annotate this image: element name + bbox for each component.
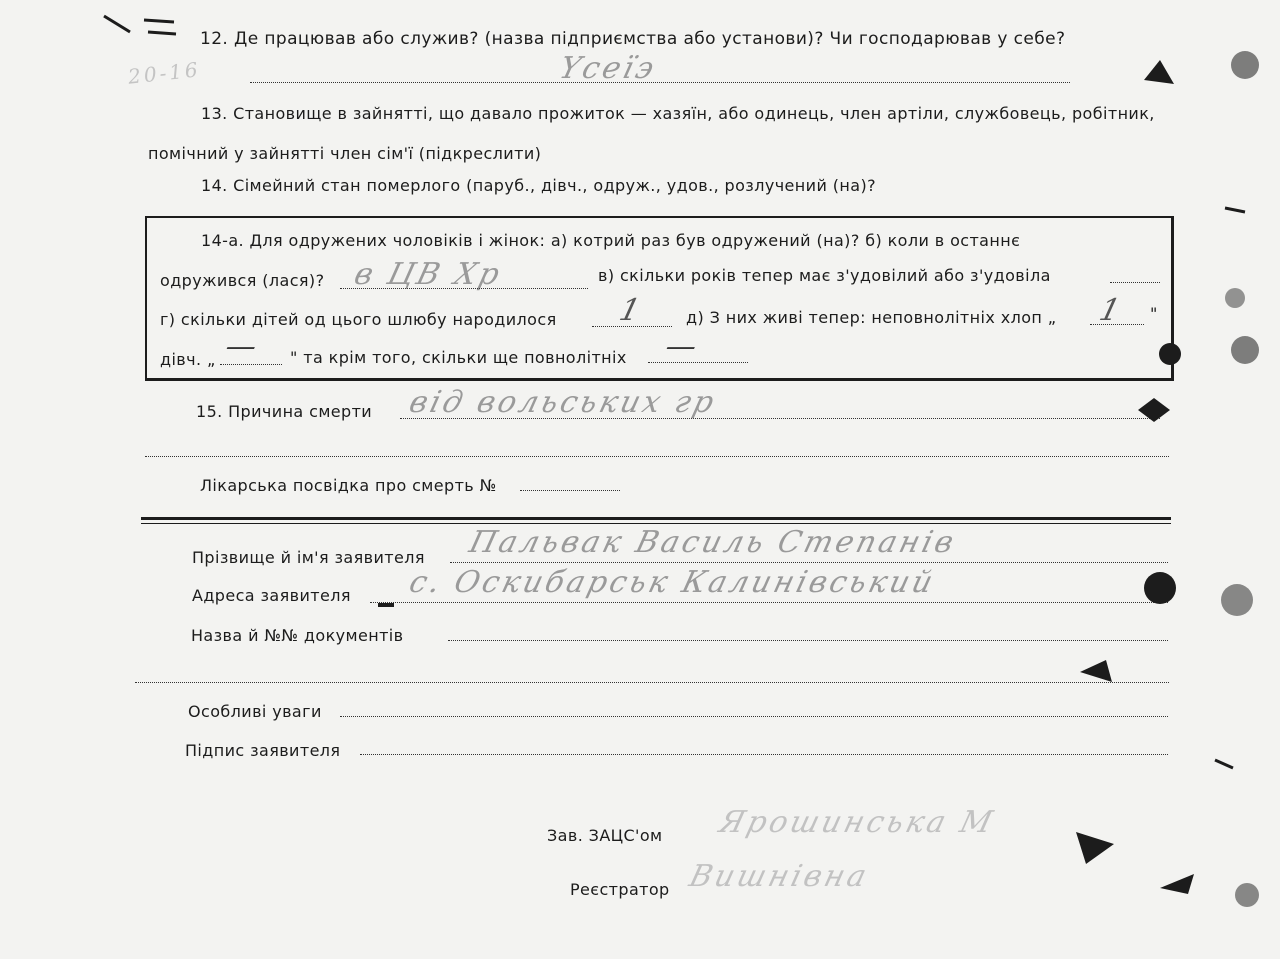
q15-answer: від вольських гр [405,385,721,420]
q14a-living-label: д) З них живі тепер: неповнолітніх хлоп „ [686,308,1057,327]
registry-head-signature: Ярошинська М [715,805,999,840]
section-separator-thin [141,523,1171,524]
dash-mark [378,600,398,610]
registrar-label: Реєстратор [570,880,670,899]
margin-note: 20-16 [126,57,202,89]
q14a-adults-answer: — [661,329,704,364]
q14a-line1: 14-а. Для одружених чоловіків і жінок: а) котрий раз був одружений (на)? б) коли в останнє [201,231,1021,250]
section-separator [141,517,1171,520]
special-notes-label: Особливі уваги [188,702,322,721]
q14a-boys-answer: 1 [1095,293,1127,328]
applicant-name-value: Пальвак Василь Степанів [465,525,960,560]
applicant-name-label: Прізвище й ім'я заявителя [192,548,425,567]
applicant-documents-extra-line [135,682,1169,683]
ink-blot-4 [1138,566,1184,616]
q14a-married-label: одружився (лася)? [160,271,325,290]
ink-blot-7 [1158,868,1198,898]
q14a-girls-label: дівч. „ [160,350,216,369]
q12-answer-line [250,82,1070,83]
q14a-girls-line [220,364,282,365]
applicant-address-line [370,602,1168,603]
q13-line2: помічний у зайнятті член сім'ї (підкреслити) [148,144,542,163]
q14a-boys-line [1090,324,1144,325]
registry-head-label: Зав. ЗАЦС'ом [547,826,663,845]
applicant-documents-line [448,640,1168,641]
q14a-widowed-label: в) скільки років тепер має з'удовілий або з'удовіла [598,266,1051,285]
ink-blot-3 [1136,392,1176,432]
applicant-name-line [450,562,1168,563]
q15-label: 15. Причина смерти [196,402,373,421]
medical-certificate-label: Лікарська посвідка про смерть № [200,476,497,495]
q15-extra-line [145,456,1169,457]
q14a-married-line [340,288,588,289]
q14a-children-label: г) скільки дітей од цього шлюбу народилося [160,310,557,329]
q14-question: 14. Сімейний стан померлого (паруб., дівч., одруж., удов., розлучений (на)? [201,176,876,195]
corner-pen-marks [100,8,180,48]
applicant-signature-line [360,754,1168,755]
q14a-married-answer: в ЦВ Хр [350,257,506,292]
q14a-children-answer: 1 [615,293,647,328]
registrar-signature: Вишнівна [685,859,873,894]
q14a-girls-answer: — [221,329,264,364]
q14a-adults-line [648,362,748,363]
applicant-documents-label: Назва й №№ документів [191,626,404,645]
special-notes-line [340,716,1168,717]
ink-blot-2 [1154,336,1190,372]
q14a-boys-close: " [1150,304,1158,323]
q12-answer: Үсеїэ [555,51,661,86]
applicant-address-label: Адреса заявителя [192,586,351,605]
q14a-children-line [592,326,672,327]
q13-line1: 13. Становище в зайнятті, що давало прожиток — хазяїн, або одинець, член артіли, службовець, робітник, [201,104,1155,123]
ink-blot-5 [1076,652,1116,692]
ink-blot-1 [1140,50,1180,90]
q14a-widowed-line [1110,282,1160,283]
q12-question: 12. Де працював або служив? (назва підприємства або установи)? Чи господарював у себе? [200,29,1066,49]
q14a-adults-label: " та крім того, скільки ще повнолітніх [290,348,627,367]
applicant-signature-label: Підпис заявителя [185,741,341,760]
ink-blot-6 [1074,828,1118,868]
applicant-address-value: с. Оскибарськ Калинівський [405,565,940,600]
medical-certificate-line [520,490,620,491]
q15-line [400,418,1160,419]
edge-wear-marks [1205,40,1280,940]
